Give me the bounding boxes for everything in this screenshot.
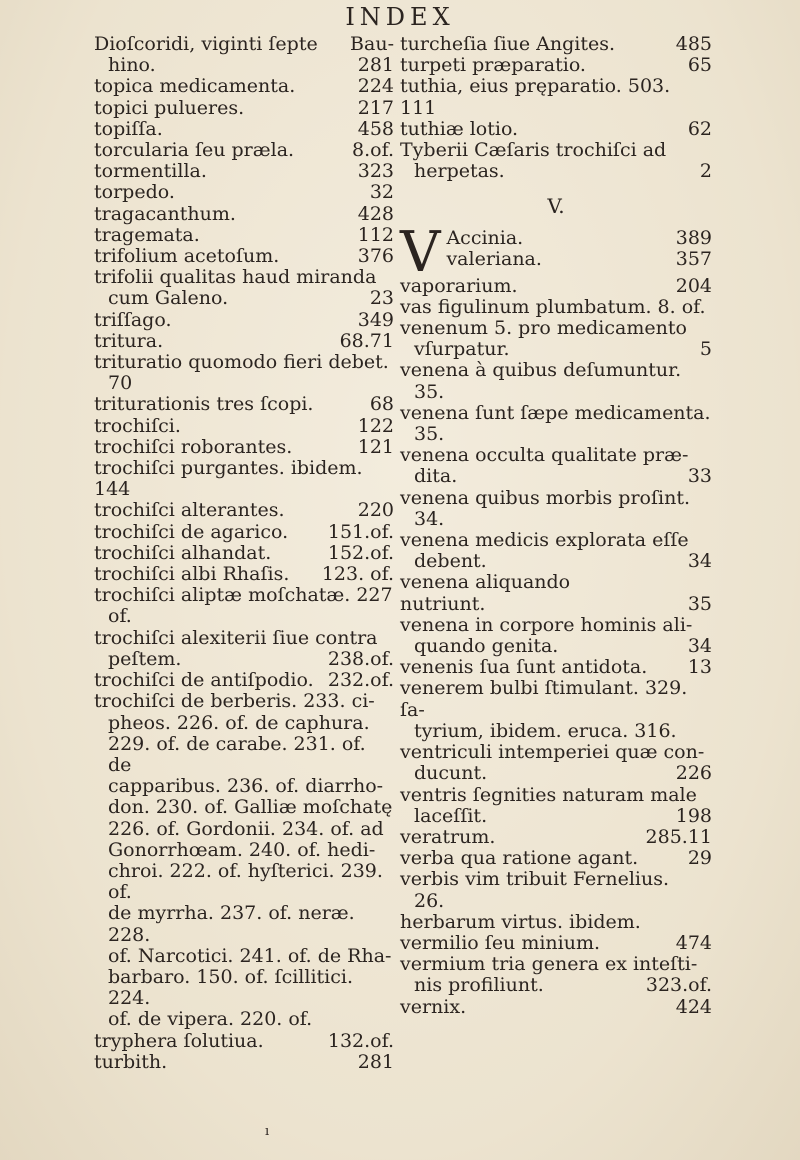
entry-text: ventriculi intemperiei quæ con- (400, 741, 705, 764)
right-entries-v (400, 276, 712, 1018)
index-entry (94, 267, 394, 288)
entry-page-number: 123. of. (321, 563, 394, 586)
index-entry (94, 606, 394, 627)
entry-text: venenum 5. pro medicamento (400, 317, 687, 340)
right-entries-v-first (400, 228, 712, 270)
left-column (94, 34, 394, 1073)
index-entry (400, 403, 712, 424)
index-entry (400, 161, 712, 182)
entry-text: trochiſci alexiterii ſiue contra (94, 626, 378, 649)
index-entry (94, 670, 394, 691)
entry-text: vaporarium. (400, 274, 518, 297)
entry-page-number: 357 (675, 247, 712, 270)
entry-page-number: 33 (687, 465, 712, 488)
index-entry (400, 636, 712, 657)
entry-text: nis profiliunt. (414, 974, 544, 997)
entry-text: venena aliquando nutriunt. (400, 571, 571, 615)
entry-page-number: 226 (675, 762, 712, 785)
index-entry (94, 819, 394, 840)
entry-text: triſſago. (94, 308, 172, 331)
entry-text: venerem bulbi ſtimulant. 329. ſa- (400, 677, 688, 721)
entry-text: tuthia, eius pręparatio. 503. 111 (400, 75, 671, 119)
index-entry (94, 543, 394, 564)
entry-page-number: 485 (675, 33, 712, 55)
index-entry (400, 76, 712, 118)
index-entry (94, 840, 394, 861)
entry-text: laceſſit. (414, 804, 488, 827)
index-entry (94, 225, 394, 246)
right-column (400, 34, 712, 1018)
entry-text: trochiſci. (94, 414, 181, 437)
index-entry (94, 691, 394, 712)
entry-page-number: 389 (675, 226, 712, 249)
index-entry (94, 204, 394, 225)
entry-text: herbarum virtus. ibidem. (400, 910, 641, 933)
index-entry (94, 1031, 394, 1052)
entry-text: torcularia ſeu prælа. (94, 139, 295, 162)
entry-page-number: 238.of. (327, 647, 394, 670)
entry-text: trifolium acetoſum. (94, 245, 280, 268)
entry-text: venenis ſua ſunt antidota. (400, 656, 648, 679)
entry-page-number: 23 (369, 287, 394, 310)
entry-text: don. 230. of. Galliæ moſchatę (108, 796, 393, 819)
entry-text: ventris ſegnities naturam male (400, 783, 697, 806)
index-entry (400, 34, 712, 55)
index-entry (400, 933, 712, 954)
entry-text: trituratio quomodo fieri debet. (94, 351, 389, 374)
entry-page-number: 8.of. (352, 139, 394, 162)
running-head: INDEX (345, 3, 455, 31)
entry-text: venena quibus morbis proſint. (400, 486, 691, 509)
page-footer-mark: ı (265, 1124, 270, 1139)
entry-text: quando genita. (414, 635, 559, 658)
index-entry (94, 98, 394, 119)
entry-page-number: 68.71 (339, 329, 394, 352)
index-entry (94, 34, 394, 55)
entry-text: tuthiæ lotio. (400, 117, 519, 140)
index-entry (400, 954, 712, 975)
index-entry (94, 500, 394, 521)
index-entry (94, 288, 394, 309)
entry-page-number: 281 (357, 54, 394, 77)
index-entry (400, 848, 712, 869)
entry-page-number: 474 (675, 931, 712, 954)
index-entry (94, 373, 394, 394)
index-entry (400, 827, 712, 848)
entry-text: capparibus. 236. of. diarrho- (108, 775, 384, 798)
index-entry (400, 382, 712, 403)
entry-text: topiſſa. (94, 117, 163, 140)
entry-text: trochiſci albi Rhaſis. (94, 563, 290, 586)
entry-text: trochiſci aliptæ moſchatæ. 227 (94, 584, 393, 607)
entry-text: tragacanthum. (94, 202, 236, 225)
index-entry (400, 763, 712, 784)
entry-page-number: 2 (699, 160, 712, 183)
entry-page-number: 32 (369, 181, 394, 204)
index-entry (400, 657, 712, 678)
index-entry (94, 861, 394, 903)
index-entry (400, 276, 712, 297)
entry-text: tritura. (94, 329, 164, 352)
entry-text: debent. (414, 550, 487, 573)
index-entry (400, 806, 712, 827)
entry-text: Accinia. (446, 226, 524, 249)
section-heading-v: V. (547, 194, 565, 219)
index-entry (400, 678, 712, 720)
index-entry (400, 869, 712, 890)
entry-text: trochiſci purgantes. ibidem. 144 (94, 457, 363, 501)
entry-text: venena à quibus deſumuntur. (400, 359, 682, 382)
index-entry (94, 734, 394, 776)
entry-text: Gonorrhœam. 240. of. hedi- (108, 838, 376, 861)
index-entry (400, 488, 712, 509)
entry-text: 35. (414, 423, 445, 446)
index-entry (94, 437, 394, 458)
index-entry (400, 140, 712, 161)
entry-text: trochiſci de berberis. 233. ci- (94, 690, 375, 713)
index-entry (400, 891, 712, 912)
index-entry (94, 458, 394, 500)
entry-text: topici pulueres. (94, 96, 245, 119)
entry-text: barbaro. 150. of. ſcillitici. 224. (108, 965, 353, 1010)
index-entry (94, 416, 394, 437)
entry-page-number: 204 (675, 274, 712, 297)
index-entry (94, 1009, 394, 1030)
index-entry (400, 360, 712, 381)
index-entry (94, 628, 394, 649)
index-entry (400, 997, 712, 1018)
entry-page-number: 29 (687, 847, 712, 870)
index-entry (400, 912, 712, 933)
entry-page-number: 285.11 (645, 825, 712, 848)
entry-text: 229. of. de carabe. 231. of. de (108, 732, 366, 776)
entry-page-number: 323 (357, 160, 394, 183)
index-entry (400, 721, 712, 742)
right-entries-t (400, 34, 712, 182)
entry-text: trochiſci alterantes. (94, 499, 285, 522)
entry-page-number: 198 (675, 804, 712, 827)
index-entry (94, 522, 394, 543)
entry-text: vſurpatur. (414, 338, 510, 361)
entry-text: tormentilla. (94, 160, 207, 183)
entry-page-number: 220 (357, 499, 394, 522)
index-entry (400, 572, 712, 614)
drop-cap-letter: V (400, 219, 441, 285)
entry-text: hino. (108, 54, 156, 77)
index-entry (400, 466, 712, 487)
entry-text: tyrium, ibidem. eruca. 316. (414, 719, 677, 742)
index-entry (400, 249, 712, 270)
entry-text: verbis vim tribuit Fernelius. (400, 868, 670, 891)
index-entry (94, 967, 394, 1009)
entry-text: venena occulta qualitate præ- (400, 444, 689, 467)
entry-page-number: 349 (357, 308, 394, 331)
entry-text: 34. (414, 507, 445, 530)
entry-page-number: 68 (369, 393, 394, 416)
index-entry (94, 331, 394, 352)
index-entry (94, 585, 394, 606)
index-entry (400, 551, 712, 572)
index-entry (400, 785, 712, 806)
entry-page-number: 224 (357, 75, 394, 98)
entry-text: turbith. (94, 1050, 168, 1073)
index-entry (94, 119, 394, 140)
entry-text: 226. of. Gordonii. 234. of. ad (108, 817, 384, 840)
entry-text: verba qua ratione agant. (400, 847, 639, 870)
index-entry (400, 424, 712, 445)
index-entry (94, 564, 394, 585)
entry-text: of. Narcotici. 241. of. de Rha- (108, 944, 392, 967)
index-entry (400, 318, 712, 339)
index-entry (400, 228, 712, 249)
entry-text: triturationis tres ſcopi. (94, 393, 314, 416)
index-entry (400, 55, 712, 76)
entry-text: de myrrha. 237. of. neræ. 228. (108, 902, 355, 946)
entry-text: trochiſci roborantes. (94, 435, 293, 458)
index-entry (94, 352, 394, 373)
index-entry (94, 182, 394, 203)
index-entry (94, 310, 394, 331)
entry-text: vermium tria genera ex inteſti- (400, 953, 698, 976)
index-entry (94, 713, 394, 734)
index-entry (94, 903, 394, 945)
entry-page-number: 132.of. (327, 1029, 394, 1052)
entry-text: chroi. 222. of. hyſterici. 239. of. (108, 859, 383, 904)
index-entry (94, 55, 394, 76)
entry-page-number: 13 (687, 656, 712, 679)
entry-text: valeriana. (446, 247, 542, 270)
entry-text: of. de vipera. 220. of. (108, 1008, 313, 1031)
entry-text: 35. (414, 380, 445, 403)
entry-page-number: 428 (357, 202, 394, 225)
index-entry (94, 76, 394, 97)
entry-text: trifolii qualitas haud miranda (94, 266, 377, 289)
index-entry (94, 1052, 394, 1073)
entry-page-number: 121 (357, 435, 394, 458)
entry-text: torpedo. (94, 181, 175, 204)
entry-page-number: 34 (687, 550, 712, 573)
index-entry (400, 119, 712, 140)
entry-text: turpeti præparatio. (400, 54, 586, 77)
entry-page-number: 35 (687, 592, 712, 615)
entry-text: veratrum. (400, 825, 496, 848)
entry-page-number: 151.of. (327, 520, 394, 543)
entry-page-number: 232.of. (327, 669, 394, 692)
entry-page-number: 5 (699, 338, 712, 361)
entry-page-number: Bau- (350, 33, 394, 55)
index-entry (400, 297, 712, 318)
entry-page-number: 122 (357, 414, 394, 437)
index-entry (94, 161, 394, 182)
entry-text: 26. (414, 889, 445, 912)
entry-page-number: 458 (357, 117, 394, 140)
index-entry (94, 797, 394, 818)
entry-text: herpetas. (414, 160, 505, 183)
entry-text: vermilio ſeu minium. (400, 931, 601, 954)
entry-text: trochiſci de antiſpodio. (94, 669, 314, 692)
entry-text: pheos. 226. of. de caphura. (108, 711, 370, 734)
entry-text: tryphera ſolutiua. (94, 1029, 264, 1052)
entry-page-number: 217 (357, 96, 394, 119)
index-entry (400, 339, 712, 360)
entry-text: vas figulinum plumbatum. 8. of. (400, 295, 706, 318)
entry-text: cum Galeno. (108, 287, 229, 310)
entry-page-number: 112 (357, 223, 394, 246)
entry-page-number: 281 (357, 1050, 394, 1073)
entry-text: of. (108, 605, 132, 628)
entry-page-number: 424 (675, 995, 712, 1018)
entry-page-number: 152.of. (327, 541, 394, 564)
entry-text: trochiſci alhandat. (94, 541, 272, 564)
entry-text: ducunt. (414, 762, 488, 785)
entry-page-number: 62 (687, 117, 712, 140)
index-entry (400, 975, 712, 996)
index-entry (400, 615, 712, 636)
entry-page-number: 376 (357, 245, 394, 268)
entry-text: dita. (414, 465, 458, 488)
section-v-block (400, 219, 712, 285)
entry-text: peſtem. (108, 647, 182, 670)
index-entry (94, 140, 394, 161)
index-entry (400, 742, 712, 763)
index-entry (400, 530, 712, 551)
entry-text: trochiſci de agarico. (94, 520, 289, 543)
entry-text: venena ſunt ſæpe medicamenta. (400, 401, 711, 424)
entry-text: venena medicis explorata eſſe (400, 529, 689, 552)
entry-text: topica medicamenta. (94, 75, 296, 98)
index-entry (94, 946, 394, 967)
entry-page-number: 65 (687, 54, 712, 77)
index-entry (94, 649, 394, 670)
index-entry (94, 246, 394, 267)
entry-page-number: 34 (687, 635, 712, 658)
entry-text: turcheſia ſiue Angites. (400, 33, 616, 55)
entry-text: vernix. (400, 995, 467, 1018)
index-entry (94, 776, 394, 797)
entry-text: Dioſcoridi, viginti ſepte (94, 33, 318, 55)
entry-text: Tyberii Cæſaris trochiſci ad (400, 139, 667, 162)
index-entry (400, 509, 712, 530)
entry-text: venena in corpore hominis ali- (400, 613, 693, 636)
entry-text: tragemata. (94, 223, 200, 246)
index-entry (94, 394, 394, 415)
entry-text: 70 (108, 372, 133, 395)
entry-page-number: 323.of. (645, 974, 712, 997)
index-entry (400, 445, 712, 466)
